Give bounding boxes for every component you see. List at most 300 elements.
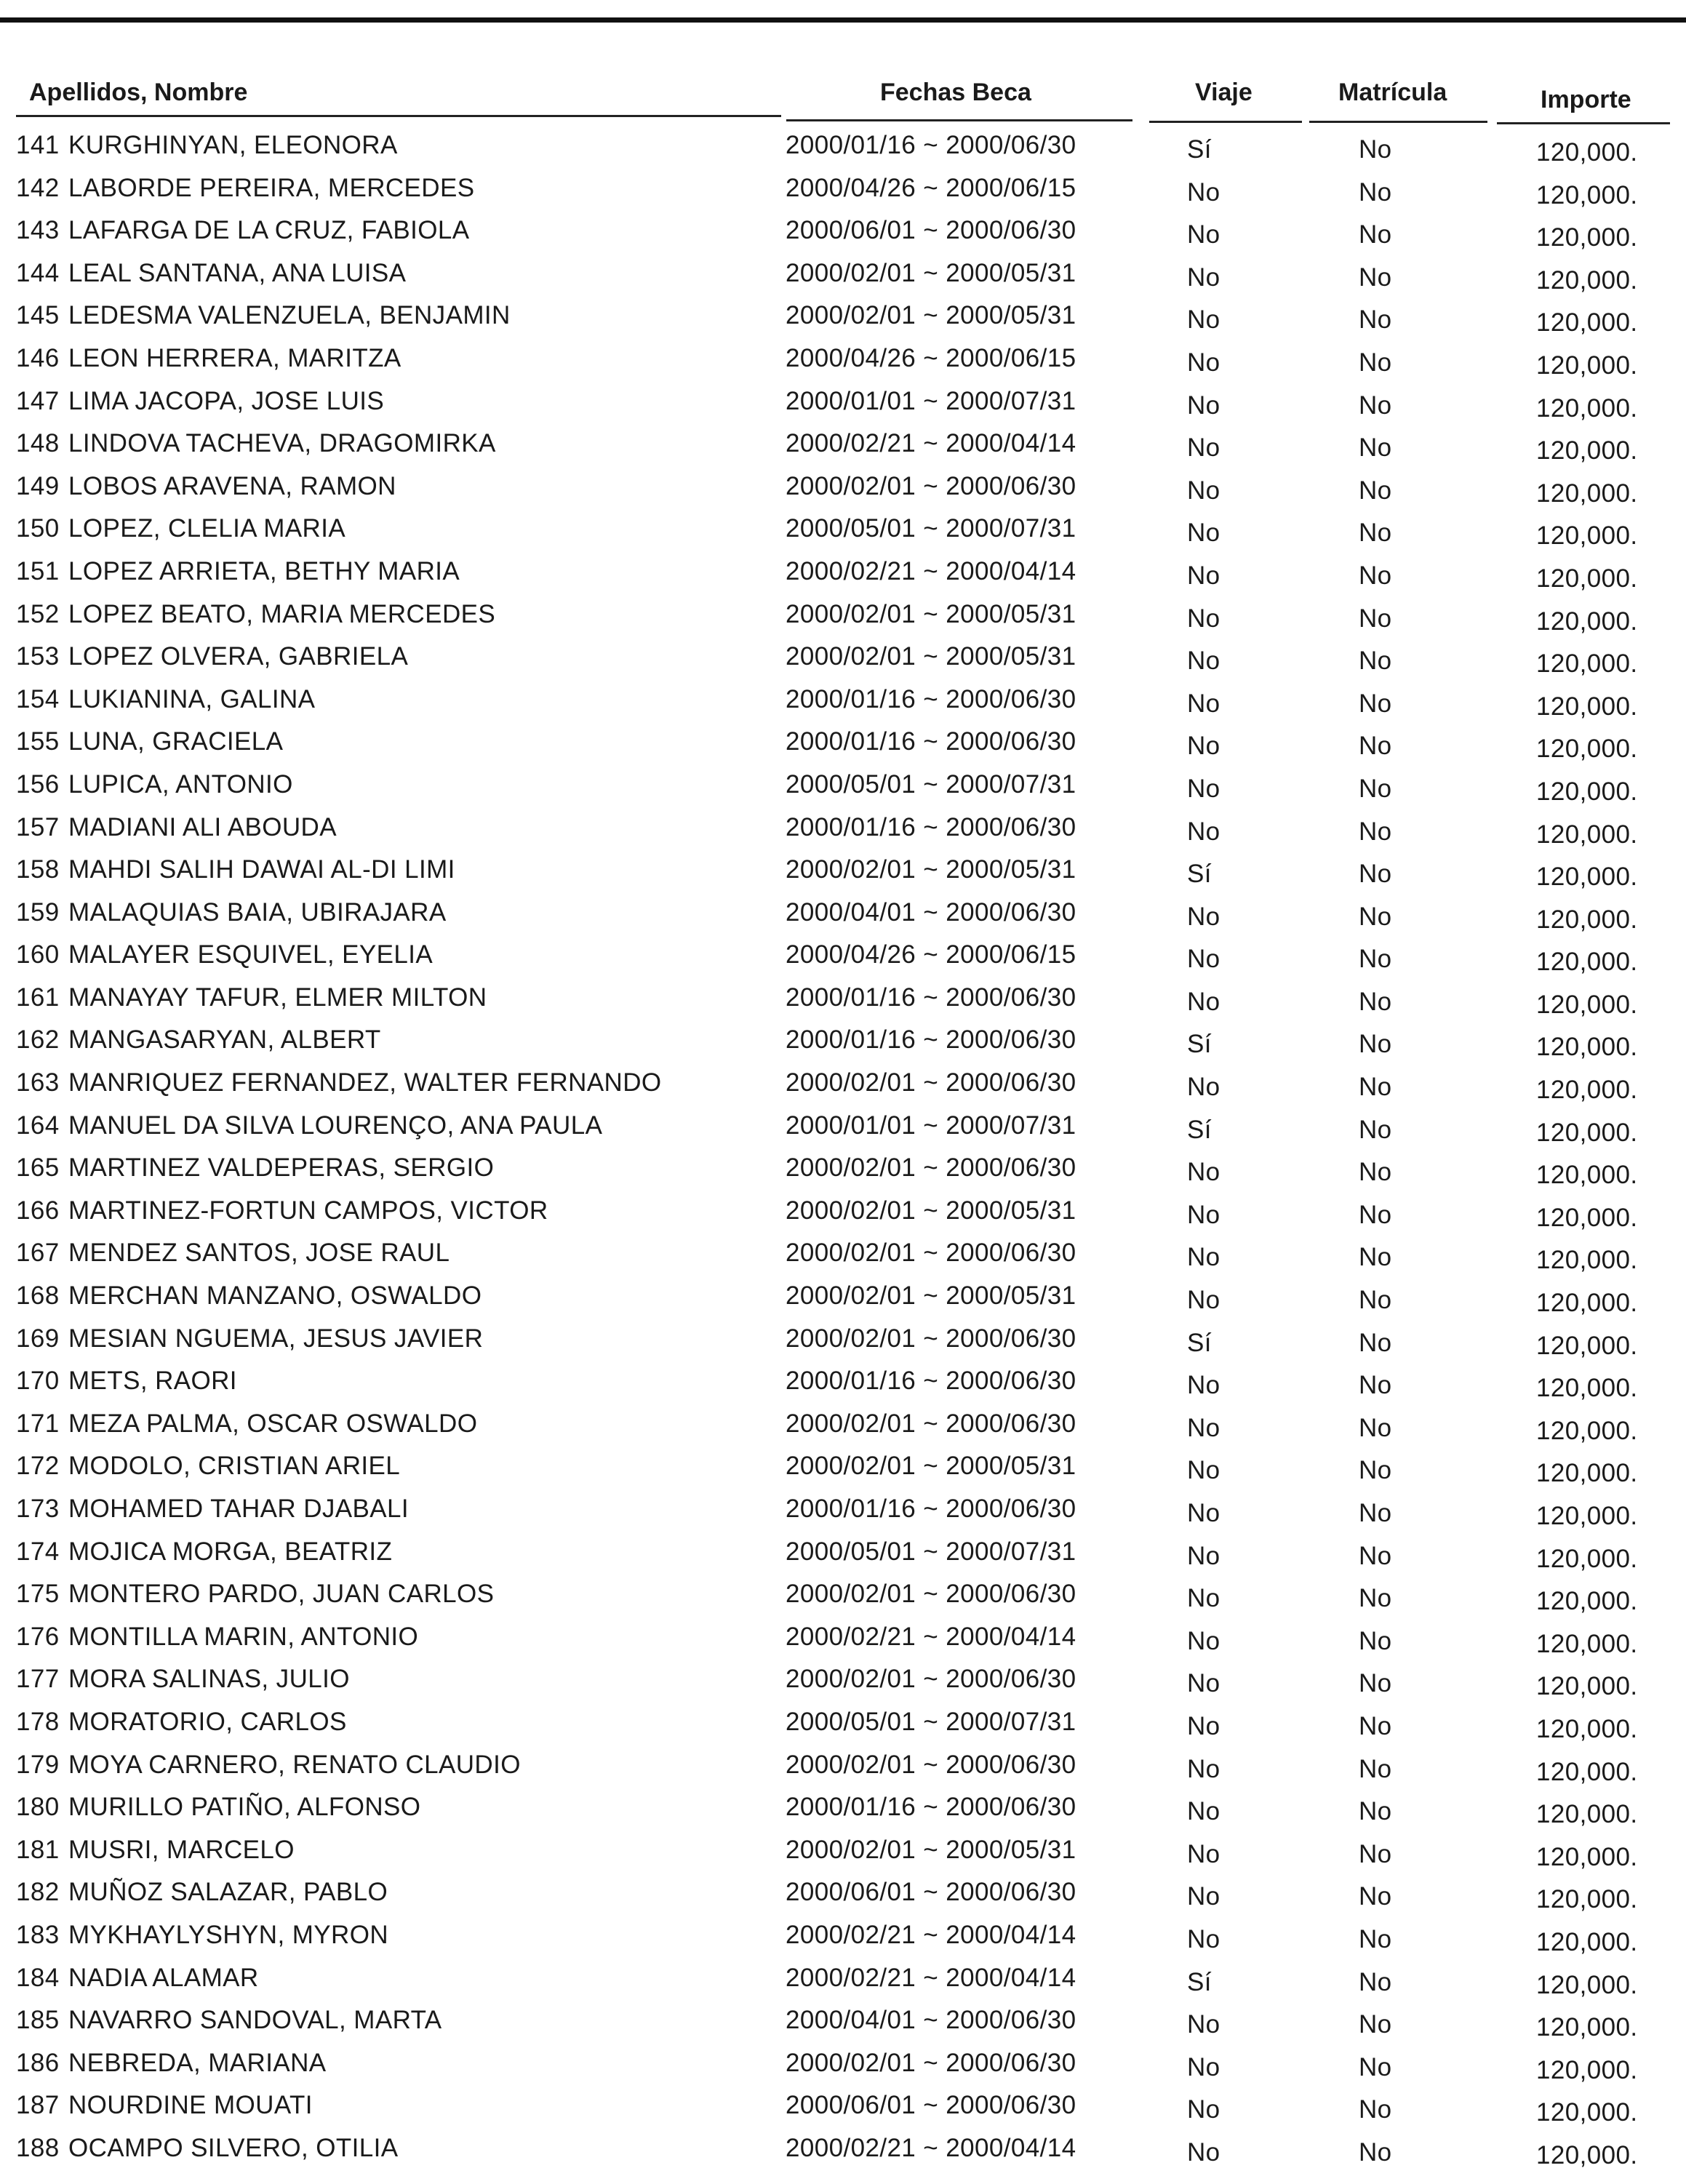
row-number: 143 [16, 216, 60, 245]
row-name: LOPEZ ARRIETA, BETHY MARIA [68, 556, 460, 585]
row-viaje: No [1187, 1158, 1220, 1187]
row-dates: 2000/02/01 ~ 2000/05/31 [786, 1835, 1076, 1864]
row-matricula: No [1359, 1030, 1392, 1059]
row-matricula: No [1359, 1371, 1392, 1400]
row-importe: 120,000. [1536, 2013, 1638, 2042]
row-number: 166 [16, 1196, 60, 1225]
row-dates: 2000/01/16 ~ 2000/06/30 [786, 131, 1076, 159]
row-importe: 120,000. [1536, 564, 1638, 593]
table-row [0, 1191, 1686, 1233]
row-matricula: No [1359, 1243, 1392, 1272]
row-dates: 2000/06/01 ~ 2000/06/30 [786, 1878, 1076, 1907]
row-matricula: No [1359, 1797, 1392, 1826]
row-dates: 2000/02/01 ~ 2000/06/30 [786, 471, 1076, 500]
row-importe: 120,000. [1536, 1757, 1638, 1786]
row-dates: 2000/02/01 ~ 2000/05/31 [786, 1452, 1076, 1481]
row-name: LUKIANINA, GALINA [68, 684, 316, 713]
row-viaje: Sí [1187, 1030, 1212, 1059]
row-viaje: No [1187, 263, 1220, 292]
row-name: LABORDE PEREIRA, MERCEDES [68, 173, 475, 202]
row-importe: 120,000. [1536, 1033, 1638, 1062]
table-row [0, 1319, 1686, 1361]
row-dates: 2000/02/01 ~ 2000/06/30 [786, 1068, 1076, 1097]
header-dates: Fechas Beca [880, 79, 1031, 106]
table-row [0, 1915, 1686, 1958]
table-row [0, 1745, 1686, 1788]
row-viaje: No [1187, 2052, 1220, 2081]
row-number: 167 [16, 1239, 60, 1268]
row-importe: 120,000. [1536, 223, 1638, 252]
table-row [0, 1233, 1686, 1276]
row-number: 181 [16, 1835, 60, 1864]
row-matricula: No [1359, 135, 1392, 164]
row-dates: 2000/02/01 ~ 2000/05/31 [786, 301, 1076, 330]
table-row [0, 1617, 1686, 1660]
row-viaje: No [1187, 1711, 1220, 1740]
row-dates: 2000/01/16 ~ 2000/06/30 [786, 1367, 1076, 1396]
row-viaje: No [1187, 1541, 1220, 1570]
row-name: MAHDI SALIH DAWAI AL-DI LIMI [68, 855, 455, 884]
row-name: MYKHAYLYSHYN, MYRON [68, 1920, 388, 1949]
row-importe: 120,000. [1536, 905, 1638, 934]
row-dates: 2000/02/01 ~ 2000/06/30 [786, 1665, 1076, 1694]
row-matricula: No [1359, 1967, 1392, 1996]
row-matricula: No [1359, 348, 1392, 377]
row-number: 142 [16, 173, 60, 202]
row-dates: 2000/05/01 ~ 2000/07/31 [786, 514, 1076, 543]
row-dates: 2000/02/21 ~ 2000/04/14 [786, 1963, 1076, 1992]
row-matricula: No [1359, 561, 1392, 590]
table-row [0, 1489, 1686, 1532]
row-matricula: No [1359, 1158, 1392, 1187]
table-row [0, 2000, 1686, 2043]
row-viaje: No [1187, 732, 1220, 761]
row-number: 159 [16, 897, 60, 927]
row-dates: 2000/01/16 ~ 2000/06/30 [786, 1495, 1076, 1523]
row-viaje: No [1187, 1073, 1220, 1102]
row-viaje: No [1187, 348, 1220, 377]
row-importe: 120,000. [1536, 1672, 1638, 1701]
row-viaje: No [1187, 2137, 1220, 2167]
row-importe: 120,000. [1536, 1161, 1638, 1190]
row-matricula: No [1359, 1115, 1392, 1144]
row-dates: 2000/02/01 ~ 2000/06/30 [786, 1153, 1076, 1183]
table-row [0, 594, 1686, 637]
row-matricula: No [1359, 817, 1392, 846]
header-underline-matricula [1309, 121, 1487, 123]
row-number: 177 [16, 1665, 60, 1694]
row-dates: 2000/04/26 ~ 2000/06/15 [786, 343, 1076, 372]
header-viaje: Viaje [1195, 79, 1252, 106]
row-number: 148 [16, 429, 60, 458]
row-name: MUSRI, MARCELO [68, 1835, 295, 1864]
row-viaje: No [1187, 305, 1220, 335]
row-matricula: No [1359, 2137, 1392, 2167]
row-number: 165 [16, 1153, 60, 1183]
row-importe: 120,000. [1536, 948, 1638, 977]
row-viaje: No [1187, 1882, 1220, 1911]
row-name: MANRIQUEZ FERNANDEZ, WALTER FERNANDO [68, 1068, 662, 1097]
row-number: 162 [16, 1025, 60, 1055]
row-matricula: No [1359, 1711, 1392, 1740]
row-number: 170 [16, 1367, 60, 1396]
row-name: MADIANI ALI ABOUDA [68, 812, 337, 841]
header-underline-name [16, 115, 781, 117]
row-name: LOPEZ, CLELIA MARIA [68, 514, 346, 543]
table-row [0, 1361, 1686, 1404]
row-matricula: No [1359, 1924, 1392, 1953]
row-matricula: No [1359, 689, 1392, 718]
row-matricula: No [1359, 604, 1392, 633]
row-dates: 2000/06/01 ~ 2000/06/30 [786, 216, 1076, 245]
row-importe: 120,000. [1536, 777, 1638, 806]
row-importe: 120,000. [1536, 2140, 1638, 2169]
table-row [0, 1276, 1686, 1319]
row-number: 169 [16, 1324, 60, 1353]
row-viaje: No [1187, 561, 1220, 590]
row-viaje: No [1187, 1797, 1220, 1826]
scholarship-list [0, 125, 1686, 2171]
table-row [0, 636, 1686, 679]
row-dates: 2000/01/16 ~ 2000/06/30 [786, 1025, 1076, 1055]
row-name: LIMA JACOPA, JOSE LUIS [68, 386, 385, 415]
row-dates: 2000/02/01 ~ 2000/06/30 [786, 1750, 1076, 1779]
table-row [0, 423, 1686, 466]
row-number: 152 [16, 599, 60, 628]
row-viaje: Sí [1187, 860, 1212, 889]
row-dates: 2000/02/01 ~ 2000/06/30 [786, 1580, 1076, 1609]
table-row [0, 466, 1686, 509]
row-viaje: Sí [1187, 135, 1212, 164]
row-matricula: No [1359, 220, 1392, 249]
row-dates: 2000/02/01 ~ 2000/05/31 [786, 599, 1076, 628]
row-name: MERCHAN MANZANO, OSWALDO [68, 1281, 482, 1311]
row-importe: 120,000. [1536, 1587, 1638, 1616]
row-matricula: No [1359, 1839, 1392, 1868]
table-row [0, 551, 1686, 594]
table-row [0, 508, 1686, 551]
row-number: 183 [16, 1920, 60, 1949]
row-name: LEON HERRERA, MARITZA [68, 343, 401, 372]
table-row [0, 168, 1686, 211]
row-name: MANUEL DA SILVA LOURENÇO, ANA PAULA [68, 1111, 603, 1140]
table-row [0, 1702, 1686, 1745]
row-name: LOPEZ OLVERA, GABRIELA [68, 642, 409, 671]
row-number: 168 [16, 1281, 60, 1311]
table-row [0, 338, 1686, 381]
row-number: 175 [16, 1580, 60, 1609]
row-importe: 120,000. [1536, 521, 1638, 551]
table-row [0, 2043, 1686, 2086]
row-number: 158 [16, 855, 60, 884]
row-dates: 2000/01/16 ~ 2000/06/30 [786, 727, 1076, 756]
row-viaje: No [1187, 2095, 1220, 2124]
row-matricula: No [1359, 1669, 1392, 1698]
row-viaje: No [1187, 647, 1220, 676]
row-dates: 2000/02/01 ~ 2000/06/30 [786, 2048, 1076, 2077]
row-dates: 2000/02/21 ~ 2000/04/14 [786, 2133, 1076, 2162]
row-number: 176 [16, 1622, 60, 1651]
row-name: MEZA PALMA, OSCAR OSWALDO [68, 1409, 478, 1438]
row-number: 179 [16, 1750, 60, 1779]
row-name: LUPICA, ANTONIO [68, 769, 293, 799]
row-matricula: No [1359, 391, 1392, 420]
row-dates: 2000/01/16 ~ 2000/06/30 [786, 684, 1076, 713]
row-name: MURILLO PATIÑO, ALFONSO [68, 1793, 421, 1822]
row-matricula: No [1359, 987, 1392, 1016]
row-name: MORA SALINAS, JULIO [68, 1665, 350, 1694]
row-importe: 120,000. [1536, 2098, 1638, 2127]
row-number: 144 [16, 258, 60, 287]
table-row [0, 1020, 1686, 1063]
table-row [0, 679, 1686, 722]
top-rule [0, 17, 1686, 23]
row-matricula: No [1359, 1754, 1392, 1783]
row-name: LAFARGA DE LA CRUZ, FABIOLA [68, 216, 470, 245]
row-name: MENDEZ SANTOS, JOSE RAUL [68, 1239, 450, 1268]
table-row [0, 1958, 1686, 2001]
row-name: KURGHINYAN, ELEONORA [68, 131, 398, 159]
row-viaje: Sí [1187, 1328, 1212, 1357]
table-row [0, 892, 1686, 935]
row-name: MANAYAY TAFUR, ELMER MILTON [68, 983, 487, 1012]
row-matricula: No [1359, 1584, 1392, 1613]
row-viaje: No [1187, 433, 1220, 463]
row-dates: 2000/04/26 ~ 2000/06/15 [786, 173, 1076, 202]
row-matricula: No [1359, 433, 1392, 463]
table-row [0, 2085, 1686, 2128]
header-underline-importe [1497, 122, 1670, 124]
row-name: LEAL SANTANA, ANA LUISA [68, 258, 407, 287]
row-dates: 2000/02/01 ~ 2000/05/31 [786, 642, 1076, 671]
row-name: MONTILLA MARIN, ANTONIO [68, 1622, 419, 1651]
row-number: 141 [16, 131, 60, 159]
table-row [0, 381, 1686, 424]
row-matricula: No [1359, 1286, 1392, 1315]
row-name: MANGASARYAN, ALBERT [68, 1025, 381, 1055]
table-row [0, 2128, 1686, 2171]
row-importe: 120,000. [1536, 1714, 1638, 1743]
row-dates: 2000/02/01 ~ 2000/06/30 [786, 1409, 1076, 1438]
row-number: 174 [16, 1537, 60, 1566]
row-matricula: No [1359, 2052, 1392, 2081]
row-importe: 120,000. [1536, 1927, 1638, 1956]
row-viaje: No [1187, 1200, 1220, 1229]
row-number: 145 [16, 301, 60, 330]
row-dates: 2000/01/01 ~ 2000/07/31 [786, 1111, 1076, 1140]
row-matricula: No [1359, 1200, 1392, 1229]
row-number: 182 [16, 1878, 60, 1907]
row-viaje: No [1187, 774, 1220, 803]
row-importe: 120,000. [1536, 436, 1638, 465]
row-viaje: No [1187, 1839, 1220, 1868]
row-viaje: No [1187, 1754, 1220, 1783]
row-importe: 120,000. [1536, 2055, 1638, 2084]
table-row [0, 210, 1686, 253]
row-importe: 120,000. [1536, 1118, 1638, 1147]
row-number: 172 [16, 1452, 60, 1481]
row-matricula: No [1359, 647, 1392, 676]
row-matricula: No [1359, 1456, 1392, 1485]
row-number: 164 [16, 1111, 60, 1140]
row-dates: 2000/02/01 ~ 2000/05/31 [786, 258, 1076, 287]
row-importe: 120,000. [1536, 1289, 1638, 1318]
row-dates: 2000/01/01 ~ 2000/07/31 [786, 386, 1076, 415]
row-viaje: No [1187, 177, 1220, 207]
row-dates: 2000/02/01 ~ 2000/06/30 [786, 1324, 1076, 1353]
row-matricula: No [1359, 177, 1392, 207]
row-name: LOBOS ARAVENA, RAMON [68, 471, 396, 500]
row-matricula: No [1359, 945, 1392, 974]
row-viaje: Sí [1187, 1115, 1212, 1144]
row-viaje: No [1187, 519, 1220, 548]
row-number: 150 [16, 514, 60, 543]
row-importe: 120,000. [1536, 607, 1638, 636]
row-viaje: No [1187, 1626, 1220, 1655]
row-name: NADIA ALAMAR [68, 1963, 259, 1992]
row-number: 154 [16, 684, 60, 713]
row-importe: 120,000. [1536, 265, 1638, 295]
row-dates: 2000/02/21 ~ 2000/04/14 [786, 1622, 1076, 1651]
row-number: 187 [16, 2091, 60, 2120]
table-row [0, 807, 1686, 850]
row-importe: 120,000. [1536, 863, 1638, 892]
table-row [0, 253, 1686, 296]
row-number: 156 [16, 769, 60, 799]
row-number: 160 [16, 940, 60, 969]
row-number: 173 [16, 1495, 60, 1523]
row-viaje: No [1187, 220, 1220, 249]
row-dates: 2000/05/01 ~ 2000/07/31 [786, 1537, 1076, 1566]
row-name: MOHAMED TAHAR DJABALI [68, 1495, 409, 1523]
row-viaje: No [1187, 1413, 1220, 1442]
row-number: 155 [16, 727, 60, 756]
row-name: LUNA, GRACIELA [68, 727, 284, 756]
row-dates: 2000/04/01 ~ 2000/06/30 [786, 2006, 1076, 2035]
row-viaje: No [1187, 1924, 1220, 1953]
row-number: 186 [16, 2048, 60, 2077]
row-number: 157 [16, 812, 60, 841]
row-viaje: No [1187, 1286, 1220, 1315]
row-viaje: Sí [1187, 1967, 1212, 1996]
header-name: Apellidos, Nombre [29, 79, 248, 106]
row-dates: 2000/06/01 ~ 2000/06/30 [786, 2091, 1076, 2120]
table-row [0, 849, 1686, 892]
row-viaje: No [1187, 1243, 1220, 1272]
row-importe: 120,000. [1536, 351, 1638, 380]
row-name: METS, RAORI [68, 1367, 237, 1396]
row-importe: 120,000. [1536, 138, 1638, 167]
row-name: MUÑOZ SALAZAR, PABLO [68, 1878, 388, 1907]
row-matricula: No [1359, 476, 1392, 505]
row-importe: 120,000. [1536, 1629, 1638, 1658]
table-row [0, 1787, 1686, 1830]
row-importe: 120,000. [1536, 393, 1638, 423]
row-name: OCAMPO SILVERO, OTILIA [68, 2133, 399, 2162]
row-matricula: No [1359, 1328, 1392, 1357]
row-importe: 120,000. [1536, 990, 1638, 1019]
row-number: 153 [16, 642, 60, 671]
row-viaje: No [1187, 604, 1220, 633]
row-name: MODOLO, CRISTIAN ARIEL [68, 1452, 401, 1481]
row-viaje: No [1187, 902, 1220, 931]
row-viaje: No [1187, 1371, 1220, 1400]
row-viaje: No [1187, 1669, 1220, 1698]
row-dates: 2000/02/01 ~ 2000/05/31 [786, 855, 1076, 884]
table-row [0, 1532, 1686, 1575]
table-row [0, 721, 1686, 764]
row-importe: 120,000. [1536, 1800, 1638, 1829]
row-name: LINDOVA TACHEVA, DRAGOMIRKA [68, 429, 496, 458]
row-number: 185 [16, 2006, 60, 2035]
header-matricula: Matrícula [1338, 79, 1447, 106]
table-row [0, 295, 1686, 338]
row-dates: 2000/02/21 ~ 2000/04/14 [786, 556, 1076, 585]
row-dates: 2000/04/01 ~ 2000/06/30 [786, 897, 1076, 927]
row-name: MARTINEZ VALDEPERAS, SERGIO [68, 1153, 495, 1183]
header-importe: Importe [1541, 86, 1631, 113]
row-viaje: No [1187, 476, 1220, 505]
table-row [0, 1446, 1686, 1489]
row-name: MOJICA MORGA, BEATRIZ [68, 1537, 393, 1566]
row-matricula: No [1359, 732, 1392, 761]
table-row [0, 1830, 1686, 1873]
row-importe: 120,000. [1536, 1076, 1638, 1105]
row-dates: 2000/05/01 ~ 2000/07/31 [786, 769, 1076, 799]
row-matricula: No [1359, 1626, 1392, 1655]
header-underline-dates [786, 119, 1132, 121]
table-row [0, 1105, 1686, 1148]
row-name: LEDESMA VALENZUELA, BENJAMIN [68, 301, 511, 330]
row-matricula: No [1359, 519, 1392, 548]
table-row [0, 1148, 1686, 1191]
row-number: 161 [16, 983, 60, 1012]
row-importe: 120,000. [1536, 180, 1638, 209]
row-name: NEBREDA, MARIANA [68, 2048, 327, 2077]
row-viaje: No [1187, 987, 1220, 1016]
row-number: 149 [16, 471, 60, 500]
row-matricula: No [1359, 860, 1392, 889]
row-number: 163 [16, 1068, 60, 1097]
row-matricula: No [1359, 1413, 1392, 1442]
row-name: NOURDINE MOUATI [68, 2091, 313, 2120]
row-importe: 120,000. [1536, 1459, 1638, 1488]
row-importe: 120,000. [1536, 1416, 1638, 1445]
row-name: MONTERO PARDO, JUAN CARLOS [68, 1580, 495, 1609]
row-name: MORATORIO, CARLOS [68, 1707, 347, 1736]
row-dates: 2000/01/16 ~ 2000/06/30 [786, 812, 1076, 841]
row-matricula: No [1359, 2010, 1392, 2039]
row-viaje: No [1187, 945, 1220, 974]
table-row [0, 1872, 1686, 1915]
row-importe: 120,000. [1536, 820, 1638, 849]
row-number: 188 [16, 2133, 60, 2162]
row-viaje: No [1187, 817, 1220, 846]
row-importe: 120,000. [1536, 1970, 1638, 1999]
row-number: 171 [16, 1409, 60, 1438]
row-dates: 2000/02/21 ~ 2000/04/14 [786, 1920, 1076, 1949]
row-importe: 120,000. [1536, 1374, 1638, 1403]
row-importe: 120,000. [1536, 308, 1638, 337]
row-matricula: No [1359, 2095, 1392, 2124]
row-matricula: No [1359, 1073, 1392, 1102]
table-row [0, 764, 1686, 807]
row-dates: 2000/01/16 ~ 2000/06/30 [786, 1793, 1076, 1822]
row-number: 178 [16, 1707, 60, 1736]
row-matricula: No [1359, 1541, 1392, 1570]
row-viaje: No [1187, 1499, 1220, 1527]
row-name: MOYA CARNERO, RENATO CLAUDIO [68, 1750, 521, 1779]
